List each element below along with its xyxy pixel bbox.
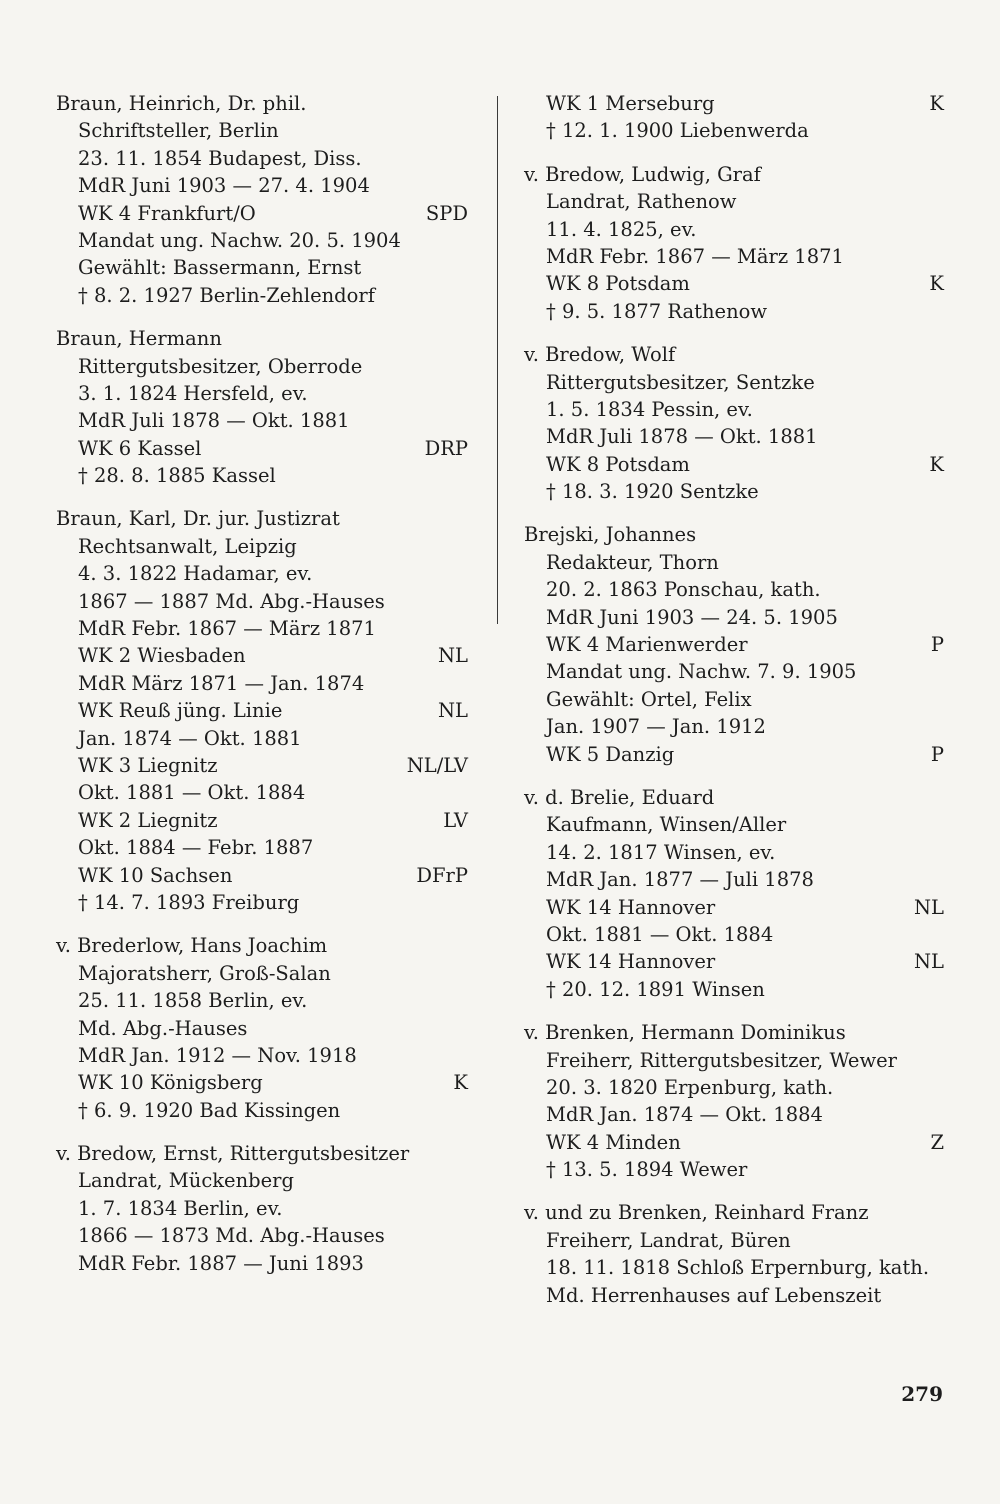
line-text: Gewählt: Ortel, Felix (546, 687, 752, 711)
entry-detail-line (56, 1069, 468, 1096)
line-text: MdR Juni 1903 — 24. 5. 1905 (546, 605, 838, 629)
entry-detail-line (524, 451, 944, 478)
line-text: 3. 1. 1824 Hersfeld, ev. (78, 381, 308, 405)
line-text: Rittergutsbesitzer, Sentzke (546, 370, 815, 394)
entry-detail-line (56, 670, 468, 697)
line-text: WK 2 Liegnitz (78, 808, 218, 832)
line-text: 18. 11. 1818 Schloß Erpernburg, kath. (546, 1256, 930, 1280)
line-text: 1867 — 1887 Md. Abg.-Hauses (78, 589, 385, 613)
line-text: WK 3 Liegnitz (78, 753, 218, 777)
line-text: Schriftsteller, Berlin (78, 119, 279, 143)
entry-name-line (524, 1199, 944, 1226)
line-text: 14. 2. 1817 Winsen, ev. (546, 840, 776, 864)
line-text: † 12. 1. 1900 Liebenwerda (546, 119, 809, 143)
entry-detail-line (524, 741, 944, 768)
entry-detail-line (524, 631, 944, 658)
entry-detail-line (56, 380, 468, 407)
entry-detail-line (524, 216, 944, 243)
party-label: SPD (425, 201, 468, 225)
line-text: WK Reuß jüng. Linie (78, 699, 283, 723)
biography-entry (524, 521, 944, 768)
entry-detail-line (56, 145, 468, 172)
entry-detail-line (524, 1282, 944, 1309)
entry-name-line (56, 505, 468, 532)
entry-detail-line (56, 282, 468, 309)
line-text: Landrat, Mückenberg (78, 1169, 294, 1193)
line-text: † 18. 3. 1920 Sentzke (546, 480, 759, 504)
line-text: 20. 3. 1820 Erpenburg, kath. (546, 1075, 834, 1099)
entry-detail-line (524, 976, 944, 1003)
entry-name-line (524, 161, 944, 188)
line-text: Mandat ung. Nachw. 20. 5. 1904 (78, 228, 401, 252)
entry-detail-line (524, 188, 944, 215)
biography-entry (524, 341, 944, 505)
entry-detail-line (524, 298, 944, 325)
biography-entry (56, 932, 468, 1124)
entry-detail-line (524, 478, 944, 505)
line-text: WK 5 Danzig (546, 742, 675, 766)
entry-detail-line (56, 407, 468, 434)
biography-entry (56, 505, 468, 916)
line-text: WK 2 Wiesbaden (78, 644, 246, 668)
line-text: † 28. 8. 1885 Kassel (78, 464, 276, 488)
entry-detail-line (56, 642, 468, 669)
line-text: 4. 3. 1822 Hadamar, ev. (78, 562, 313, 586)
party-label: NL (437, 699, 468, 723)
line-text: Braun, Karl, Dr. jur. Justizrat (56, 507, 340, 531)
line-text: WK 8 Potsdam (546, 272, 690, 296)
line-text: † 14. 7. 1893 Freiburg (78, 890, 300, 914)
line-text: † 13. 5. 1894 Wewer (546, 1158, 748, 1182)
line-text: Redakteur, Thorn (546, 550, 719, 574)
line-text: WK 10 Königsberg (78, 1071, 263, 1095)
line-text: WK 6 Kassel (78, 436, 202, 460)
line-text: v. Bredow, Wolf (524, 343, 676, 367)
entry-detail-line (524, 549, 944, 576)
party-label: K (929, 92, 944, 115)
line-text: 25. 11. 1858 Berlin, ev. (78, 989, 308, 1013)
biography-entry (524, 784, 944, 1003)
entry-detail-line (56, 588, 468, 615)
entry-detail-line (56, 1167, 468, 1194)
line-text: WK 8 Potsdam (546, 452, 690, 476)
entry-detail-line (56, 533, 468, 560)
party-label: NL (437, 644, 468, 668)
entry-detail-line (524, 1129, 944, 1156)
entry-detail-line (56, 960, 468, 987)
line-text: WK 14 Hannover (546, 950, 716, 974)
entry-detail-line (56, 615, 468, 642)
line-text: MdR Jan. 1912 — Nov. 1918 (78, 1043, 357, 1067)
line-text: Brejski, Johannes (524, 523, 697, 547)
line-text: Gewählt: Bassermann, Ernst (78, 256, 362, 280)
biography-entry (524, 161, 944, 325)
entry-detail-line (56, 834, 468, 861)
entry-detail-line (524, 604, 944, 631)
line-text: † 8. 2. 1927 Berlin-Zehlendorf (78, 283, 375, 307)
line-text: Majoratsherr, Groß-Salan (78, 961, 331, 985)
line-text: † 6. 9. 1920 Bad Kissingen (78, 1098, 341, 1122)
line-text: 1866 — 1873 Md. Abg.-Hauses (78, 1224, 385, 1248)
party-label: NL (913, 950, 944, 974)
line-text: Rittergutsbesitzer, Oberrode (78, 354, 363, 378)
line-text: † 20. 12. 1891 Winsen (546, 977, 765, 1001)
party-label: K (929, 452, 944, 476)
entry-detail-line (524, 270, 944, 297)
entry-detail-line (524, 811, 944, 838)
entry-detail-line (524, 866, 944, 893)
party-label: DFrP (416, 863, 468, 887)
entry-detail-line (56, 1015, 468, 1042)
line-text: 1. 7. 1834 Berlin, ev. (78, 1196, 283, 1220)
line-text: 1. 5. 1834 Pessin, ev. (546, 397, 753, 421)
entry-detail-line (56, 1222, 468, 1249)
line-text: Kaufmann, Winsen/Aller (546, 813, 787, 837)
line-text: Braun, Heinrich, Dr. phil. (56, 92, 307, 115)
entry-detail-line (56, 1250, 468, 1277)
entry-detail-line (524, 839, 944, 866)
entry-detail-line (524, 713, 944, 740)
line-text: Md. Abg.-Hauses (78, 1016, 248, 1040)
line-text: WK 14 Hannover (546, 895, 716, 919)
entry-detail-line (56, 697, 468, 724)
entry-detail-line (56, 353, 468, 380)
party-label: K (929, 272, 944, 296)
entry-detail-line (56, 254, 468, 281)
line-text: Md. Herrenhauses auf Lebenszeit (546, 1283, 882, 1307)
line-text: WK 1 Merseburg (546, 92, 715, 115)
entry-name-line (524, 1019, 944, 1046)
line-text: v. d. Brelie, Eduard (524, 785, 715, 809)
line-text: 11. 4. 1825, ev. (546, 217, 697, 241)
entry-detail-line (524, 1254, 944, 1281)
party-label: NL/LV (406, 753, 468, 777)
line-text: MdR Juli 1878 — Okt. 1881 (546, 425, 818, 449)
entry-detail-line (56, 1042, 468, 1069)
entry-detail-line (524, 90, 944, 117)
party-label: K (453, 1071, 468, 1095)
line-text: Landrat, Rathenow (546, 190, 737, 214)
party-label: LV (443, 808, 468, 832)
entry-name-line (524, 341, 944, 368)
line-text: v. Bredow, Ernst, Rittergutsbesitzer (56, 1142, 410, 1166)
entry-detail-line (56, 117, 468, 144)
entry-detail-line (56, 807, 468, 834)
entry-detail-line (524, 921, 944, 948)
line-text: Mandat ung. Nachw. 7. 9. 1905 (546, 660, 857, 684)
line-text: v. Brenken, Hermann Dominikus (524, 1021, 846, 1045)
entry-detail-line (56, 725, 468, 752)
column-divider (497, 96, 498, 624)
line-text: Jan. 1874 — Okt. 1881 (78, 726, 302, 750)
entry-detail-line (524, 1101, 944, 1128)
line-text: MdR Febr. 1867 — März 1871 (546, 244, 844, 268)
line-text: MdR Juni 1903 — 27. 4. 1904 (78, 174, 370, 198)
entry-detail-line (524, 658, 944, 685)
entry-detail-line (56, 862, 468, 889)
entry-detail-line (524, 117, 944, 144)
entry-detail-line (524, 686, 944, 713)
line-text: Freiherr, Landrat, Büren (546, 1228, 791, 1252)
entry-detail-line (524, 1074, 944, 1101)
entry-detail-line (56, 987, 468, 1014)
biography-entry (524, 1199, 944, 1309)
line-text: MdR Jan. 1874 — Okt. 1884 (546, 1103, 823, 1127)
line-text: WK 10 Sachsen (78, 863, 233, 887)
line-text: 23. 11. 1854 Budapest, Diss. (78, 146, 362, 170)
line-text: MdR Juli 1878 — Okt. 1881 (78, 409, 350, 433)
entry-detail-line (524, 1156, 944, 1183)
left-column (56, 90, 468, 1293)
entry-detail-line (56, 889, 468, 916)
line-text: MdR März 1871 — Jan. 1874 (78, 671, 365, 695)
entry-detail-line (56, 462, 468, 489)
party-label: NL (913, 895, 944, 919)
line-text: Jan. 1907 — Jan. 1912 (546, 715, 766, 739)
entry-detail-line (524, 576, 944, 603)
entry-detail-line (524, 948, 944, 975)
entry-detail-line (56, 435, 468, 462)
party-label: DRP (424, 436, 468, 460)
line-text: Okt. 1884 — Febr. 1887 (78, 836, 314, 860)
entry-detail-line (524, 1047, 944, 1074)
line-text: v. Bredow, Ludwig, Graf (524, 162, 761, 186)
line-text: MdR Febr. 1867 — März 1871 (78, 617, 376, 641)
line-text: † 9. 5. 1877 Rathenow (546, 299, 768, 323)
entry-name-line (524, 521, 944, 548)
biography-entry (56, 90, 468, 309)
line-text: WK 4 Marienwerder (546, 633, 748, 657)
line-text: Freiherr, Rittergutsbesitzer, Wewer (546, 1048, 897, 1072)
line-text: v. Brederlow, Hans Joachim (56, 934, 328, 958)
entry-detail-line (524, 369, 944, 396)
line-text: MdR Jan. 1877 — Juli 1878 (546, 868, 814, 892)
entry-detail-line (524, 894, 944, 921)
line-text: WK 4 Frankfurt/O (78, 201, 256, 225)
right-column (524, 90, 944, 1325)
entry-detail-line (524, 243, 944, 270)
party-label: P (930, 633, 944, 657)
page-number: 279 (901, 1382, 943, 1406)
entry-detail-line (56, 227, 468, 254)
entry-detail-line (524, 396, 944, 423)
entry-detail-line (56, 1195, 468, 1222)
entry-continuation (524, 90, 944, 145)
entry-name-line (524, 784, 944, 811)
entry-name-line (56, 932, 468, 959)
entry-detail-line (524, 423, 944, 450)
line-text: Rechtsanwalt, Leipzig (78, 534, 297, 558)
entry-detail-line (56, 200, 468, 227)
entry-name-line (56, 90, 468, 117)
line-text: Okt. 1881 — Okt. 1884 (78, 781, 306, 805)
line-text: v. und zu Brenken, Reinhard Franz (524, 1201, 869, 1225)
line-text: Braun, Hermann (56, 327, 222, 351)
entry-name-line (56, 1140, 468, 1167)
party-label: Z (930, 1130, 944, 1154)
entry-detail-line (56, 1097, 468, 1124)
line-text: Okt. 1881 — Okt. 1884 (546, 922, 774, 946)
entry-detail-line (56, 560, 468, 587)
entry-detail-line (56, 172, 468, 199)
biography-entry (56, 325, 468, 489)
line-text: WK 4 Minden (546, 1130, 681, 1154)
line-text: 20. 2. 1863 Ponschau, kath. (546, 578, 821, 602)
entry-detail-line (524, 1227, 944, 1254)
biography-entry (56, 1140, 468, 1277)
party-label: P (930, 742, 944, 766)
line-text: MdR Febr. 1887 — Juni 1893 (78, 1251, 364, 1275)
biography-entry (524, 1019, 944, 1183)
entry-name-line (56, 325, 468, 352)
entry-detail-line (56, 752, 468, 779)
entry-detail-line (56, 779, 468, 806)
